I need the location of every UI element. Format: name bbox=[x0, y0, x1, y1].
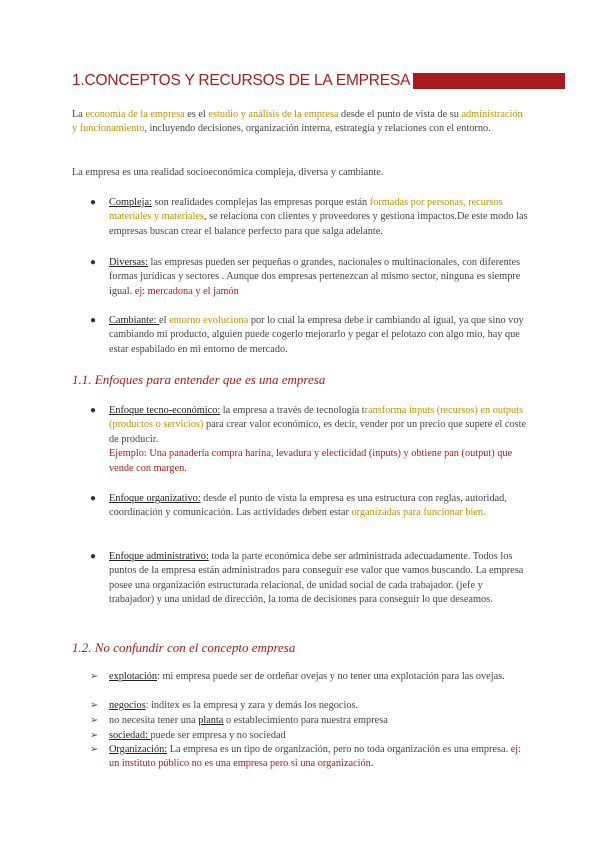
arrow-item-sociedad bbox=[90, 729, 528, 743]
item-text: la empresa a través de tecnología t bbox=[220, 405, 365, 416]
list-item-enfoque-tecno bbox=[90, 404, 528, 476]
item-example: ej: un instituto público no es una empresa pero si una organización. bbox=[109, 744, 522, 770]
bullet-icon: ● bbox=[90, 493, 97, 504]
intro-highlight: administración y funcionamiento bbox=[72, 109, 523, 135]
item-highlight: ransforma inputs (recursos) en outputs (productos o servicios) bbox=[109, 405, 524, 431]
arrow-item-organizacion bbox=[90, 743, 528, 772]
section-heading-1-1: 1.1. Enfoques para entender que es una empresa bbox=[72, 372, 326, 387]
item-label: Compleja: bbox=[109, 197, 152, 208]
bullet-icon: ● bbox=[90, 315, 97, 326]
item-label: planta bbox=[198, 715, 224, 726]
bullet-icon: ● bbox=[90, 197, 97, 208]
item-highlight: formadas por personas, recursos materiales y materiales bbox=[109, 197, 503, 223]
item-text: , se relaciona con clientes y proveedores y gestiona impactos.De este modo las empresas buscan crear el balance perfecto para que salga adelante. bbox=[109, 211, 528, 237]
item-text: el bbox=[159, 315, 170, 326]
intro-highlight: estudio y análisis de la empresa bbox=[208, 109, 339, 120]
item-highlight: organizadas para funcionar bien. bbox=[351, 507, 486, 519]
list-item-compleja bbox=[90, 196, 528, 239]
item-text: por lo cual la empresa debe ir cambiando al igual, ya que sino voy cambiando mi producto, alguien puede cogerlo mejorarlo y pegar el pelotazo con algo mío, hay que estar espabilado en mi entorno de mercado. bbox=[109, 315, 524, 355]
list-item-diversas bbox=[90, 256, 528, 299]
item-label: Cambiante: bbox=[109, 315, 160, 326]
list-item-cambiante bbox=[90, 314, 528, 357]
item-label: negocios bbox=[109, 700, 146, 711]
item-text: para crear valor económico, es decir, vender por un precio que supere el coste de producir. bbox=[109, 419, 527, 445]
item-label: Diversas: bbox=[109, 257, 148, 268]
item-label: explotación bbox=[109, 671, 158, 682]
item-label: Enfoque organizativo: bbox=[109, 493, 201, 504]
section-heading-1-2: 1.2. No confundir con el concepto empresa bbox=[72, 640, 296, 655]
intro-text: es el bbox=[184, 109, 209, 120]
main-heading-text: 1.CONCEPTOS Y RECURSOS DE LA EMPRESA bbox=[72, 72, 411, 89]
bullet-icon: ● bbox=[90, 551, 97, 562]
item-text: La empresa es un tipo de organización, pero no toda organización es una empresa. bbox=[167, 744, 511, 755]
heading-highlight-bar bbox=[413, 73, 565, 89]
item-text: toda la parte económica debe ser administrada adecuadamente. Todos los puntos de la empresa están administrados para conseguir ese valor que vamos buscando. La empresa posee una organización estructurada relacional, de unidad social de cada trabajador. (jefe y trabajador) y una unidad de dirección, la toma de decisiones para conseguir lo que deseamos. bbox=[109, 551, 524, 606]
intro-text: La bbox=[72, 109, 86, 120]
item-text: no necesita tener una bbox=[109, 715, 199, 726]
intro-text: desde el punto de vista de su bbox=[338, 109, 462, 120]
item-text: : inditex es la empresa y zara y demás los negocios. bbox=[145, 700, 359, 711]
intro-paragraph-2: La empresa es una realidad socioeconómica compleja, diversa y cambiante. bbox=[72, 167, 384, 178]
arrow-bullet-icon: ➢ bbox=[90, 730, 99, 741]
item-label: sociedad: bbox=[109, 730, 151, 741]
item-text: desde el punto de vista la empresa es una estructura con reglas, autoridad, coordinación y comunicación. Las actividades deben estar bbox=[109, 493, 507, 519]
intro-paragraph bbox=[72, 108, 528, 137]
bullet-icon: ● bbox=[90, 257, 97, 268]
bullet-icon: ● bbox=[90, 405, 97, 416]
main-heading bbox=[72, 72, 565, 90]
arrow-item-explotacion bbox=[90, 670, 528, 684]
item-label: Enfoque administrativo: bbox=[109, 551, 209, 562]
list-item-enfoque-organizativo bbox=[90, 492, 528, 521]
item-text: las empresas pueden ser pequeñas o grandes, nacionales o multinacionales, con diferentes formas jurídicas y sectores . Aunque dos empresas pertenezcan al mismo sector, ninguna es siempre igual. bbox=[109, 257, 521, 297]
arrow-bullet-icon: ➢ bbox=[90, 671, 99, 682]
intro-text: , incluyendo decisiones, organización interna, estrategia y relaciones con el entorno. bbox=[144, 123, 491, 135]
item-text: o establecimiento para nuestra empresa bbox=[223, 715, 388, 726]
arrow-bullet-icon: ➢ bbox=[90, 715, 99, 726]
item-text: : mi empresa puede ser de ordeñar ovejas y no tener una explotación para las ovejas. bbox=[157, 671, 505, 682]
item-label: Enfoque tecno-económico: bbox=[109, 405, 221, 416]
item-text: son realidades complejas las empresas porque están bbox=[151, 197, 370, 208]
arrow-item-planta bbox=[90, 714, 528, 728]
arrow-item-negocios bbox=[90, 699, 528, 713]
item-text: puede ser empresa y no sociedad bbox=[150, 730, 286, 741]
intro-highlight: economía de la empresa bbox=[85, 109, 185, 120]
list-item-enfoque-administrativo bbox=[90, 550, 528, 608]
arrow-bullet-icon: ➢ bbox=[90, 744, 99, 755]
item-label: Organización: bbox=[109, 744, 168, 755]
item-example: Ejemplo: Una panadería compra harina, levadura y electicidad (inputs) y obtiene pan (output) que vende con margen. bbox=[109, 448, 513, 474]
item-example: ej: mercadona y el jamón bbox=[134, 285, 239, 297]
item-highlight: entorno evoluciona bbox=[169, 315, 249, 326]
arrow-bullet-icon: ➢ bbox=[90, 700, 99, 711]
